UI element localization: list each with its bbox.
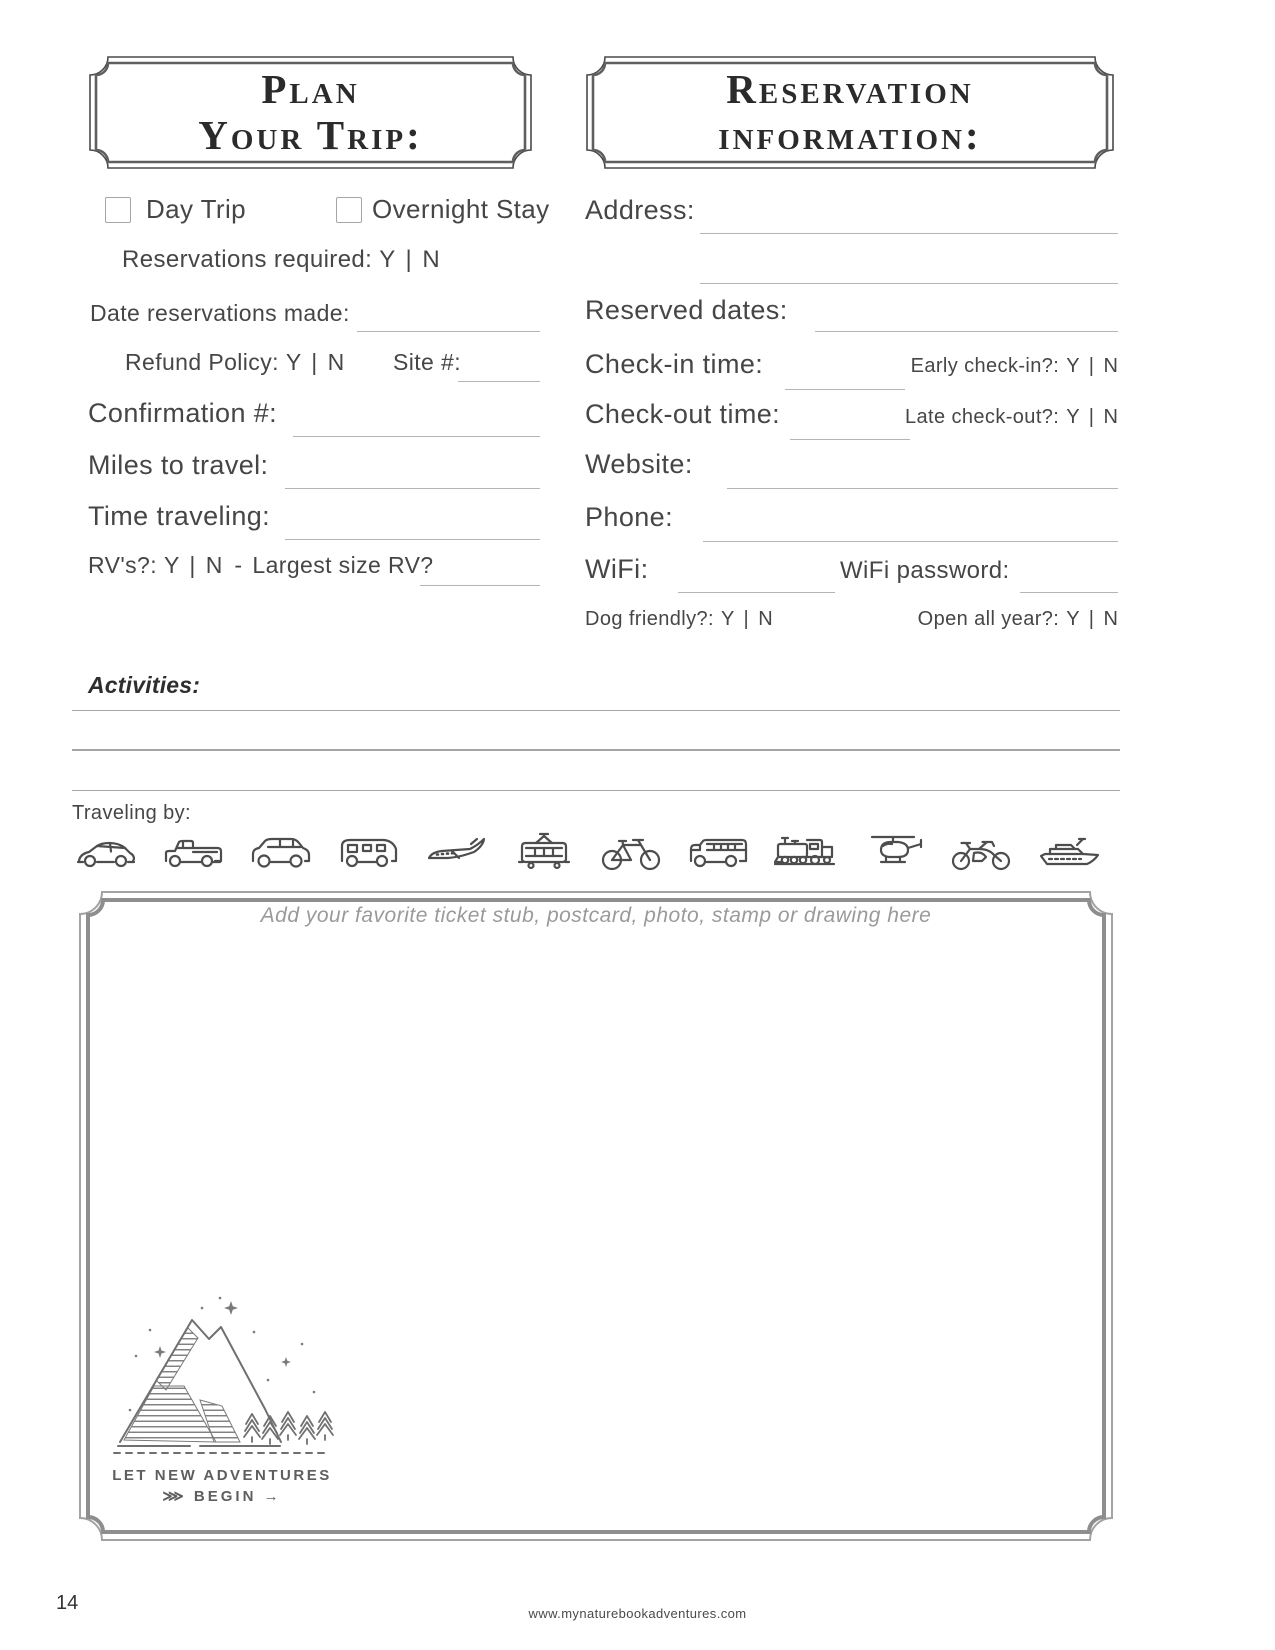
- reserved-dates-input[interactable]: [815, 331, 1118, 332]
- airplane-icon[interactable]: [420, 831, 492, 875]
- motorcycle-icon[interactable]: [945, 831, 1017, 875]
- dog-friendly-yn[interactable]: Y | N: [721, 608, 775, 630]
- scrapbook-hint: Add your favorite ticket stub, postcard, photo, stamp or drawing here: [260, 904, 932, 927]
- dog-friendly-label: Dog friendly?:: [585, 608, 714, 630]
- check-in-time-input[interactable]: [785, 389, 905, 390]
- check-out-time-input[interactable]: [790, 439, 910, 440]
- site-number-label: Site #:: [393, 349, 462, 375]
- helicopter-icon[interactable]: [858, 831, 930, 875]
- miles-to-travel-input[interactable]: [285, 488, 540, 489]
- late-check-out-row: [905, 406, 1120, 429]
- logo-text: LET NEW ADVENTURES: [112, 1467, 332, 1484]
- dog-friendly-row: [585, 608, 775, 631]
- reservations-required-yn[interactable]: Y | N: [379, 246, 442, 273]
- wifi-password-label: WiFi password:: [840, 557, 1010, 584]
- suv-icon[interactable]: [245, 831, 317, 875]
- rvs-yn[interactable]: Y | N: [164, 552, 225, 578]
- refund-policy-row: [125, 349, 346, 376]
- rv-separator: -: [234, 552, 243, 578]
- tram-icon[interactable]: [508, 831, 580, 875]
- refund-policy-label: Refund Policy:: [125, 349, 279, 375]
- page-title-plan: [88, 55, 533, 170]
- open-all-year-row: [918, 608, 1120, 631]
- day-trip-label: Day Trip: [146, 194, 247, 224]
- plan-title-line1: Plan: [261, 65, 360, 112]
- car-icon[interactable]: [70, 831, 142, 875]
- largest-size-rv-input[interactable]: [420, 585, 540, 586]
- reservation-title-line2: information:: [718, 111, 982, 158]
- check-in-time-label: Check-in time:: [585, 349, 764, 379]
- van-icon[interactable]: [333, 831, 405, 875]
- wifi-input[interactable]: [678, 592, 835, 593]
- yacht-icon[interactable]: [1033, 831, 1105, 875]
- reservations-required-row: [122, 246, 442, 274]
- traveling-by-icons: [70, 830, 1105, 876]
- website-label: Website:: [585, 449, 693, 479]
- largest-size-rv-label: Largest size RV?: [252, 552, 434, 578]
- confirmation-number-input[interactable]: [293, 436, 540, 437]
- pickup-truck-icon[interactable]: [158, 831, 230, 875]
- date-reservations-made-input[interactable]: [357, 331, 540, 332]
- late-check-out-label: Late check-out?:: [904, 406, 1060, 428]
- check-out-time-label: Check-out time:: [585, 399, 781, 429]
- rvs-label: RV's?:: [88, 552, 158, 578]
- activities-line-2[interactable]: [72, 749, 1120, 751]
- day-trip-checkbox[interactable]: [105, 197, 131, 223]
- reservation-title-line1: Reservation: [726, 65, 974, 112]
- address-label: Address:: [585, 195, 695, 225]
- time-traveling-label: Time traveling:: [88, 501, 271, 531]
- open-all-year-label: Open all year?:: [917, 608, 1060, 630]
- overnight-stay-label: Overnight Stay: [372, 194, 550, 224]
- site-number-input[interactable]: [458, 381, 540, 382]
- plan-your-trip-plaque: [88, 55, 533, 170]
- adventure-logo: [102, 1292, 342, 1505]
- refund-policy-yn[interactable]: Y | N: [285, 349, 347, 375]
- activities-line-1[interactable]: [72, 710, 1120, 711]
- steam-train-icon[interactable]: [770, 831, 842, 875]
- reserved-dates-label: Reserved dates:: [585, 295, 788, 325]
- page-number: 14: [56, 1592, 79, 1614]
- open-all-year-yn[interactable]: Y | N: [1066, 608, 1120, 630]
- activities-line-3[interactable]: [72, 790, 1120, 791]
- wifi-password-input[interactable]: [1020, 592, 1118, 593]
- phone-input[interactable]: [703, 541, 1118, 542]
- website-input[interactable]: [727, 488, 1118, 489]
- footer-url: www.mynaturebookadventures.com: [528, 1606, 747, 1621]
- miles-to-travel-label: Miles to travel:: [88, 450, 269, 480]
- logo-begin-text: ⋙ BEGIN →: [162, 1488, 282, 1505]
- overnight-stay-checkbox[interactable]: [336, 197, 362, 223]
- school-bus-icon[interactable]: [683, 831, 755, 875]
- activities-label: Activities:: [88, 672, 201, 698]
- early-check-in-yn[interactable]: Y | N: [1066, 355, 1120, 377]
- traveling-by-label: Traveling by:: [72, 802, 191, 824]
- confirmation-number-label: Confirmation #:: [88, 398, 278, 428]
- early-check-in-label: Early check-in?:: [910, 355, 1060, 377]
- address-input-line-1[interactable]: [700, 233, 1118, 234]
- wifi-label: WiFi:: [585, 554, 649, 584]
- early-check-in-row: [911, 355, 1120, 378]
- late-check-out-yn[interactable]: Y | N: [1066, 406, 1120, 428]
- reservations-required-label: Reservations required:: [122, 246, 373, 273]
- date-reservations-made-label: Date reservations made:: [90, 300, 350, 326]
- rv-row: [88, 552, 434, 579]
- plan-title-line2: Your Trip:: [198, 111, 423, 158]
- address-input-line-2[interactable]: [700, 283, 1118, 284]
- mountain-illustration: [102, 1292, 342, 1460]
- page-title-reservation: [585, 55, 1115, 170]
- reservation-information-plaque: [585, 55, 1115, 170]
- time-traveling-input[interactable]: [285, 539, 540, 540]
- phone-label: Phone:: [585, 502, 673, 532]
- bicycle-icon[interactable]: [595, 831, 667, 875]
